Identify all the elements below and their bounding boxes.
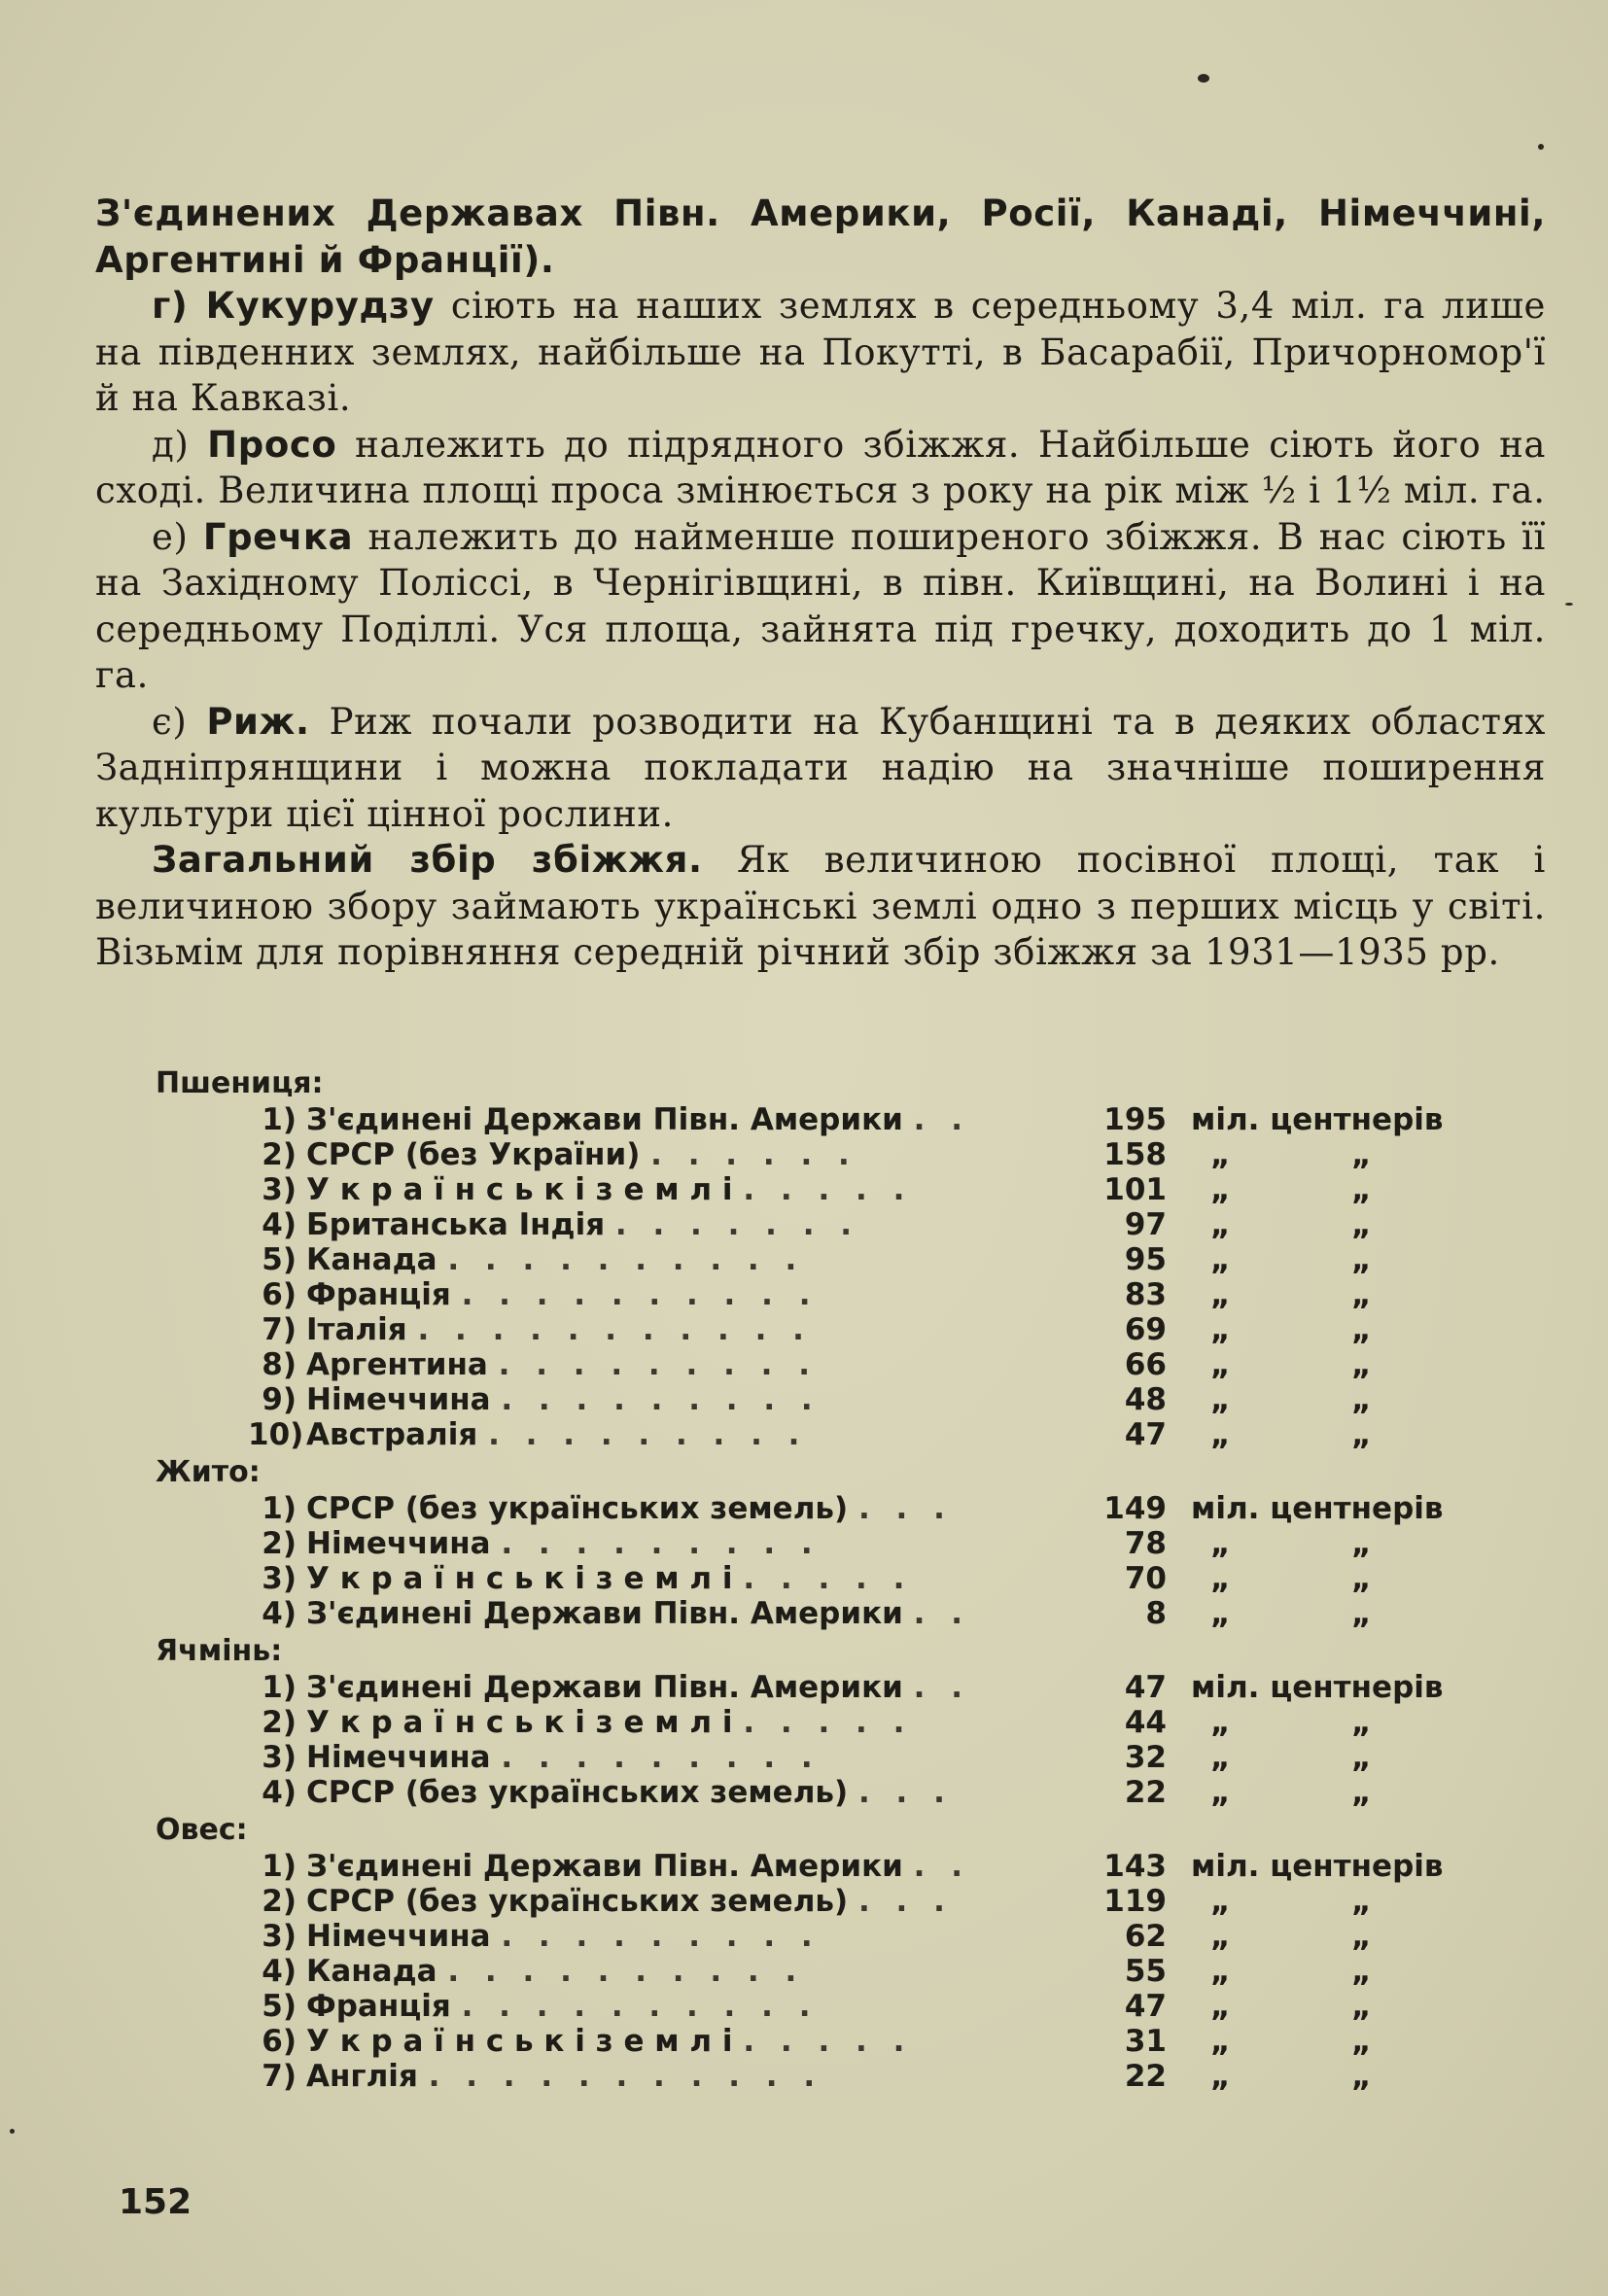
page-number: 152 [119, 2182, 192, 2222]
country-name: Німеччина [306, 1919, 491, 1954]
paper-speck [1565, 603, 1573, 606]
country-name: У к р а ї н с ь к і з е м л і [306, 1705, 733, 1740]
leader-dots: . . . . . [743, 1705, 913, 1740]
row-number: 3) [262, 1561, 297, 1596]
country-cell [306, 1849, 1181, 1884]
value-cell: 31 [1124, 2024, 1167, 2059]
category-heading: Ячмінь: [156, 1634, 283, 1668]
leader-dots: . . . [857, 1884, 953, 1919]
row-number: 3) [262, 1740, 297, 1775]
table-row [156, 1172, 1478, 1207]
table-row [156, 1561, 1478, 1596]
country-name: З'єдинені Держави Півн. Америки [306, 1596, 903, 1631]
row-number: 7) [262, 1312, 297, 1347]
country-name: Італія [306, 1312, 407, 1347]
ditto-mark: „ [1210, 1312, 1231, 1347]
value-cell: 78 [1124, 1526, 1167, 1561]
ditto-mark: „ [1210, 1242, 1231, 1277]
table-row [156, 1989, 1478, 2024]
country-cell [306, 1102, 1181, 1137]
value-cell: 66 [1124, 1347, 1167, 1382]
value-cell: 22 [1124, 2059, 1167, 2094]
row-number: 7) [262, 2059, 297, 2094]
leader-dots: . . . . . . . . . [501, 1382, 821, 1417]
ditto-mark: „ [1210, 1207, 1231, 1242]
table-row [156, 1277, 1478, 1312]
country-name: СРСР (без українських земель) [306, 1775, 849, 1810]
paper-speck [10, 2129, 15, 2134]
row-number: 1) [262, 1491, 297, 1526]
leader-dots: . . . . . . . . . . . [428, 2059, 823, 2094]
country-name: У к р а ї н с ь к і з е м л і [306, 1172, 733, 1207]
value-cell: 119 [1103, 1884, 1167, 1919]
country-cell [306, 1417, 1181, 1452]
table-row [156, 1137, 1478, 1172]
paragraph-text: належить до підрядного збіжжя. Найбільше сіють його на сході. Величина площі проса змінюється з року на рік між ½ і 1½ міл. га. [95, 423, 1546, 511]
ditto-mark: „ [1351, 1740, 1372, 1775]
country-cell [306, 1277, 1181, 1312]
row-number: 4) [262, 1954, 297, 1989]
leader-dots: . . . [857, 1775, 953, 1810]
country-name: Канада [306, 1954, 437, 1989]
unit-label: міл. центнерів [1191, 1491, 1444, 1526]
ditto-mark: „ [1210, 1919, 1231, 1954]
value-cell: 101 [1103, 1172, 1167, 1207]
ditto-mark: „ [1210, 1989, 1231, 2024]
value-cell: 8 [1145, 1596, 1167, 1631]
table-row [156, 2024, 1478, 2059]
leader-dots: . . . . . . . . . [501, 1526, 821, 1561]
ditto-mark: „ [1351, 1207, 1372, 1242]
paragraph-text: д) [152, 423, 208, 466]
country-cell [306, 1207, 1181, 1242]
row-number: 9) [262, 1382, 297, 1417]
table-row [156, 1207, 1478, 1242]
paragraph-text: Риж почали розводити на Кубанщині та в деяких областях Задніпрянщини і можна покладати надію на значніше поширення культури цієї цінної рослини. [95, 700, 1547, 835]
unit-label: міл. центнерів [1191, 1849, 1444, 1884]
country-cell [306, 2024, 1181, 2059]
leader-dots: . . . . . . . . . [488, 1417, 808, 1452]
ditto-mark: „ [1210, 1417, 1231, 1452]
value-cell: 47 [1124, 1989, 1167, 2024]
ditto-mark: „ [1351, 1172, 1372, 1207]
row-number: 3) [262, 1172, 297, 1207]
country-cell [306, 1919, 1181, 1954]
value-cell: 32 [1124, 1740, 1167, 1775]
leader-dots: . . . . . . . . . . [447, 1242, 805, 1277]
ditto-mark: „ [1210, 1561, 1231, 1596]
row-number: 2) [262, 1884, 297, 1919]
table-row [156, 1102, 1478, 1137]
leader-dots: . . . . . [743, 1172, 913, 1207]
value-cell: 62 [1124, 1919, 1167, 1954]
row-number: 5) [262, 1242, 297, 1277]
unit-label: міл. центнерів [1191, 1670, 1444, 1705]
leader-dots: . . [913, 1849, 971, 1884]
row-number: 1) [262, 1102, 297, 1137]
bold-term: г) [152, 285, 206, 327]
row-number: 4) [262, 1596, 297, 1631]
country-name: СРСР (без українських земель) [306, 1884, 849, 1919]
row-number: 3) [262, 1919, 297, 1954]
value-cell: 47 [1124, 1417, 1167, 1452]
table-row [156, 1919, 1478, 1954]
ditto-mark: „ [1210, 1775, 1231, 1810]
paper-speck [1198, 74, 1209, 83]
prose-paragraph [95, 837, 1546, 976]
ditto-mark: „ [1351, 1775, 1372, 1810]
table-row [156, 1417, 1478, 1452]
ditto-mark: „ [1351, 1989, 1372, 2024]
table-row [156, 1775, 1478, 1810]
country-name: Аргентина [306, 1347, 488, 1382]
value-cell: 83 [1124, 1277, 1167, 1312]
value-cell: 95 [1124, 1242, 1167, 1277]
ditto-mark: „ [1351, 1347, 1372, 1382]
country-name: СРСР (без України) [306, 1137, 641, 1172]
country-name: Британська Індія [306, 1207, 606, 1242]
table-row [156, 1705, 1478, 1740]
ditto-mark: „ [1351, 1561, 1372, 1596]
leader-dots: . . . . . . . . . . [461, 1277, 819, 1312]
paper-speck [1538, 144, 1544, 150]
category-heading: Жито: [156, 1455, 261, 1489]
leader-dots: . . . . . . . [614, 1207, 860, 1242]
leader-dots: . . . . . . . . . [498, 1347, 818, 1382]
row-number: 4) [262, 1207, 297, 1242]
row-number: 8) [262, 1347, 297, 1382]
value-cell: 158 [1103, 1137, 1167, 1172]
ditto-mark: „ [1210, 1596, 1231, 1631]
ditto-mark: „ [1210, 1884, 1231, 1919]
table-row [156, 1312, 1478, 1347]
ditto-mark: „ [1351, 2024, 1372, 2059]
category-heading: Овес: [156, 1813, 248, 1847]
ditto-mark: „ [1351, 1137, 1372, 1172]
table-row [156, 1670, 1478, 1705]
leader-dots: . . . . . . . . . [501, 1740, 821, 1775]
ditto-mark: „ [1210, 1277, 1231, 1312]
value-cell: 69 [1124, 1312, 1167, 1347]
table-row [156, 1526, 1478, 1561]
leader-dots: . . . . . [743, 2024, 913, 2059]
prose-paragraph [95, 699, 1546, 838]
row-number: 5) [262, 1989, 297, 2024]
bold-term: Кукурудзу [205, 285, 435, 327]
row-number: 1) [262, 1670, 297, 1705]
prose-paragraph [95, 422, 1546, 514]
country-name: У к р а ї н с ь к і з е м л і [306, 2024, 733, 2059]
leader-dots: . . [913, 1670, 971, 1705]
row-number: 2) [262, 1705, 297, 1740]
value-cell: 55 [1124, 1954, 1167, 1989]
country-name: Франція [306, 1277, 451, 1312]
ditto-mark: „ [1351, 1242, 1372, 1277]
country-cell [306, 1596, 1181, 1631]
table-row [156, 1382, 1478, 1417]
country-cell [306, 1137, 1181, 1172]
value-cell: 143 [1103, 1849, 1167, 1884]
table-row [156, 1596, 1478, 1631]
country-name: У к р а ї н с ь к і з е м л і [306, 1561, 733, 1596]
country-name: Англія [306, 2059, 418, 2094]
ditto-mark: „ [1351, 1417, 1372, 1452]
country-name: Франція [306, 1989, 451, 2024]
grain-statistics-table [156, 1063, 1478, 2094]
country-cell [306, 1740, 1181, 1775]
paragraph-text: Як величиною посівної площі, так і величиною збору займають українські землі одно з перших місць у світі. Візьмім для порівняння середній річний збір збіжжя за 1931—1935 рр. [95, 839, 1546, 973]
ditto-mark: „ [1351, 1312, 1372, 1347]
country-cell [306, 1526, 1181, 1561]
ditto-mark: „ [1210, 1954, 1231, 1989]
paragraph-text: є) [152, 700, 207, 743]
leader-dots: . . . . . . [650, 1137, 857, 1172]
ditto-mark: „ [1210, 1740, 1231, 1775]
leader-dots: . . . . . . . . . . [447, 1954, 805, 1989]
ditto-mark: „ [1351, 2059, 1372, 2094]
paragraph-text: належить до найменше поширеного збіжжя. В нас сіють її на Західному Поліссі, в Чернігівщині, в півн. Київщині, на Волині і на середньому Поділлі. Уся площа, зайнята під гречку, доходить до 1 міл. га. [95, 515, 1546, 696]
bold-term: Загальний збір збіжжя. [152, 839, 703, 881]
ditto-mark: „ [1210, 1172, 1231, 1207]
value-cell: 149 [1103, 1491, 1167, 1526]
country-cell [306, 1670, 1181, 1705]
country-name: СРСР (без українських земель) [306, 1491, 849, 1526]
unit-label: міл. центнерів [1191, 1102, 1444, 1137]
country-cell [306, 1242, 1181, 1277]
category-heading: Пшениця: [156, 1066, 324, 1100]
ditto-mark: „ [1210, 2024, 1231, 2059]
table-row [156, 1740, 1478, 1775]
leader-dots: . . . [857, 1491, 953, 1526]
country-name: Австралія [306, 1417, 478, 1452]
value-cell: 195 [1103, 1102, 1167, 1137]
ditto-mark: „ [1351, 1596, 1372, 1631]
value-cell: 44 [1124, 1705, 1167, 1740]
leader-dots: . . . . . . . . . [501, 1919, 821, 1954]
bold-term: Просо [207, 423, 337, 466]
ditto-mark: „ [1210, 1705, 1231, 1740]
value-cell: 70 [1124, 1561, 1167, 1596]
ditto-mark: „ [1210, 1382, 1231, 1417]
country-name: З'єдинені Держави Півн. Америки [306, 1849, 903, 1884]
prose-text [95, 191, 1546, 976]
ditto-mark: „ [1210, 2059, 1231, 2094]
value-cell: 97 [1124, 1207, 1167, 1242]
country-name: Німеччина [306, 1740, 491, 1775]
bold-term: Гречка [202, 515, 354, 558]
country-cell [306, 1491, 1181, 1526]
paragraph-text: сіють на наших землях в середньому 3,4 міл. га лише на південних землях, найбільше на Покутті, в Басарабії, Причорномор'ї й на Кавказі. [95, 285, 1546, 419]
row-number: 1) [262, 1849, 297, 1884]
ditto-mark: „ [1351, 1954, 1372, 1989]
bold-term: Риж. [206, 700, 310, 743]
row-number: 10) [248, 1417, 304, 1452]
row-number: 4) [262, 1775, 297, 1810]
country-cell [306, 1705, 1181, 1740]
country-cell [306, 1172, 1181, 1207]
table-row [156, 1954, 1478, 1989]
value-cell: 22 [1124, 1775, 1167, 1810]
country-cell [306, 1954, 1181, 1989]
leader-dots: . . [913, 1596, 971, 1631]
row-number: 6) [262, 2024, 297, 2059]
ditto-mark: „ [1351, 1382, 1372, 1417]
prose-paragraph [95, 191, 1546, 283]
ditto-mark: „ [1210, 1137, 1231, 1172]
ditto-mark: „ [1210, 1526, 1231, 1561]
ditto-mark: „ [1351, 1919, 1372, 1954]
value-cell: 47 [1124, 1670, 1167, 1705]
country-name: З'єдинені Держави Півн. Америки [306, 1102, 903, 1137]
bold-term: З'єдинених Державах Півн. Америки, Росії, Канаді, Німеччині, Аргентині й Франції). [95, 192, 1546, 281]
country-cell [306, 1312, 1181, 1347]
leader-dots: . . . . . . . . . . . [417, 1312, 812, 1347]
leader-dots: . . . . . [743, 1561, 913, 1596]
country-name: З'єдинені Держави Півн. Америки [306, 1670, 903, 1705]
ditto-mark: „ [1351, 1884, 1372, 1919]
table-row [156, 2059, 1478, 2094]
country-cell [306, 1989, 1181, 2024]
row-number: 6) [262, 1277, 297, 1312]
table-row [156, 1242, 1478, 1277]
paragraph-text: е) [152, 515, 203, 558]
row-number: 2) [262, 1526, 297, 1561]
ditto-mark: „ [1351, 1526, 1372, 1561]
leader-dots: . . [913, 1102, 971, 1137]
row-number: 2) [262, 1137, 297, 1172]
prose-paragraph [95, 514, 1546, 699]
country-cell [306, 1561, 1181, 1596]
prose-paragraph [95, 283, 1546, 422]
table-row [156, 1491, 1478, 1526]
country-cell [306, 2059, 1181, 2094]
country-cell [306, 1775, 1181, 1810]
country-cell [306, 1884, 1181, 1919]
ditto-mark: „ [1351, 1277, 1372, 1312]
table-row [156, 1347, 1478, 1382]
table-row [156, 1849, 1478, 1884]
ditto-mark: „ [1351, 1705, 1372, 1740]
leader-dots: . . . . . . . . . . [461, 1989, 819, 2024]
country-cell [306, 1347, 1181, 1382]
value-cell: 48 [1124, 1382, 1167, 1417]
country-name: Німеччина [306, 1526, 491, 1561]
country-name: Німеччина [306, 1382, 491, 1417]
country-name: Канада [306, 1242, 437, 1277]
country-cell [306, 1382, 1181, 1417]
table-row [156, 1884, 1478, 1919]
ditto-mark: „ [1210, 1347, 1231, 1382]
